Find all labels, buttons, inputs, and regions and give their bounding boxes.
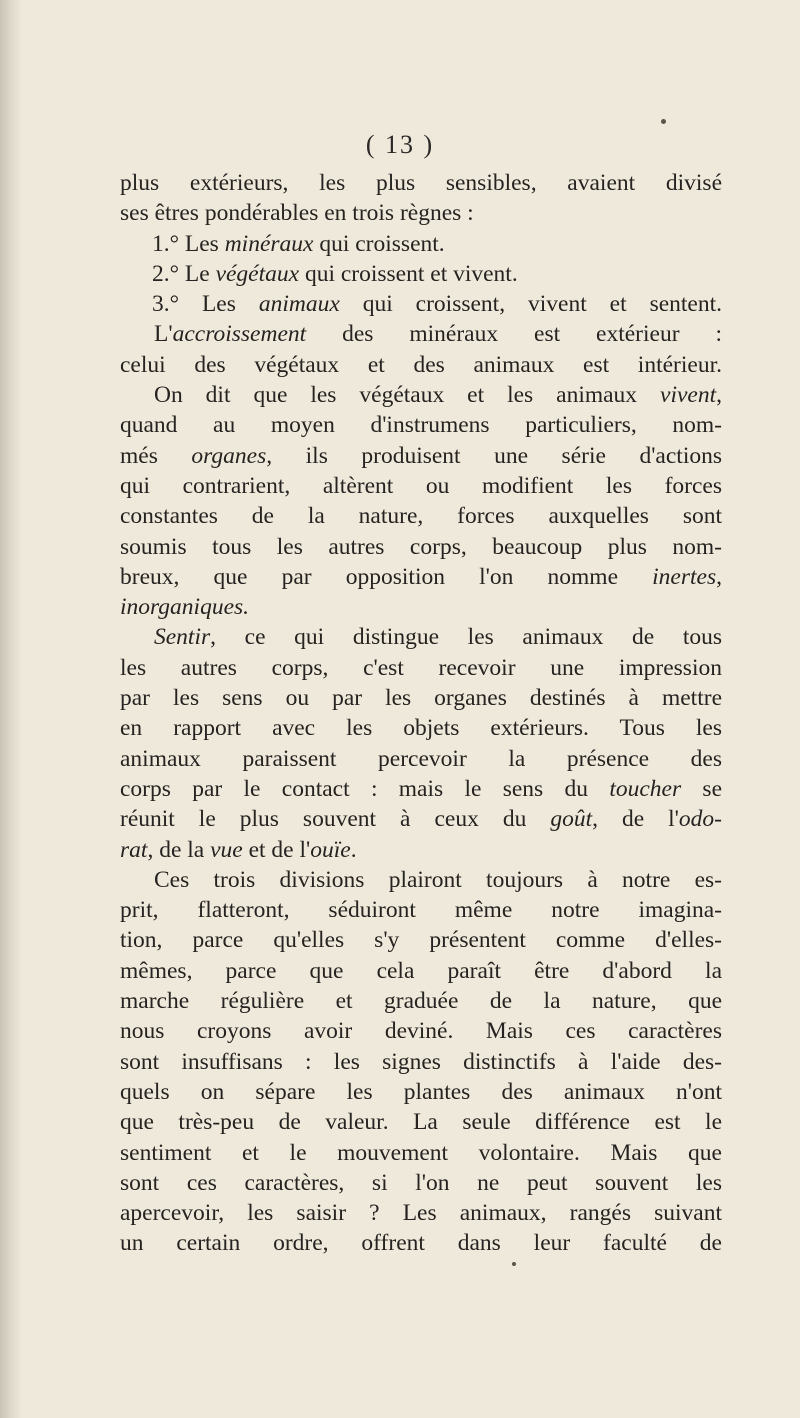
text-line xyxy=(120,744,722,774)
ink-speck xyxy=(512,1262,516,1266)
text-line xyxy=(120,1198,722,1228)
text-run: , ce qui distingue les animaux de tous xyxy=(210,624,722,651)
text-run: 1.° Les xyxy=(152,230,225,257)
text-run: més xyxy=(120,442,192,469)
text-line xyxy=(120,804,722,834)
text-line xyxy=(120,1016,722,1046)
text-run: , xyxy=(716,382,722,409)
text-run: sentiment et le mouvement volontaire. Mais que xyxy=(120,1139,722,1166)
text-line xyxy=(120,501,722,531)
text-run: qui croissent et vivent. xyxy=(299,260,518,287)
text-run: 3.° Les xyxy=(152,291,259,318)
text-run: , de l' xyxy=(592,806,679,833)
body-text xyxy=(120,168,722,1259)
text-run: les autres corps, c'est recevoir une impression xyxy=(120,654,722,681)
text-run: des minéraux est extérieur : xyxy=(306,321,722,348)
text-run: . xyxy=(350,836,357,863)
text-line xyxy=(120,925,722,955)
text-line xyxy=(120,562,722,592)
text-run: On dit que les végétaux et les animaux xyxy=(154,382,661,409)
text-run: , xyxy=(716,563,722,590)
text-run: plus extérieurs, les plus sensibles, avaient divisé xyxy=(120,170,722,196)
text-line xyxy=(120,592,722,622)
text-run: tion, parce qu'elles s'y présentent comme d'elles- xyxy=(120,927,722,954)
text-run: et de l' xyxy=(242,836,311,863)
italic-term: animaux xyxy=(258,291,340,318)
text-run: se xyxy=(681,775,723,802)
text-line xyxy=(120,471,722,501)
text-line xyxy=(120,350,722,380)
text-line xyxy=(120,441,722,471)
text-line xyxy=(120,410,722,440)
text-run: qui croissent. xyxy=(313,230,445,257)
text-line xyxy=(120,986,722,1016)
text-line xyxy=(120,198,722,228)
italic-term: rat xyxy=(120,836,148,863)
text-run: ses êtres pondérables en trois règnes : xyxy=(120,200,474,227)
text-run: 2.° Le xyxy=(152,260,216,287)
text-run: sont ces caractères, si l'on ne peut souvent les xyxy=(120,1169,722,1196)
text-line xyxy=(120,895,722,925)
text-run: , de la xyxy=(147,836,211,863)
italic-term: vivent xyxy=(660,382,717,409)
italic-term: accroissement xyxy=(172,321,307,348)
text-run: marche régulière et graduée de la nature, que xyxy=(120,988,722,1015)
text-line xyxy=(120,713,722,743)
italic-term: Sentir xyxy=(154,624,211,651)
text-run: L' xyxy=(154,321,173,348)
text-line xyxy=(120,1228,722,1258)
text-run: soumis tous les autres corps, beaucoup plus nom- xyxy=(120,533,722,560)
ink-speck xyxy=(661,119,666,124)
italic-term: goût xyxy=(550,806,593,833)
text-run: qui croissent, vivent et sentent. xyxy=(339,291,723,318)
text-line xyxy=(120,168,722,198)
italic-term: vue xyxy=(210,836,243,863)
text-run: apercevoir, les saisir ? Les animaux, rangés suivant xyxy=(120,1200,722,1227)
text-run: celui des végétaux et des animaux est intérieur. xyxy=(120,351,722,378)
text-line xyxy=(120,289,722,319)
text-line xyxy=(120,1168,722,1198)
text-line xyxy=(120,532,722,562)
text-run: qui contrarient, altèrent ou modifient les forces xyxy=(120,472,722,499)
text-line xyxy=(120,653,722,683)
text-run: mêmes, parce que cela paraît être d'abord la xyxy=(120,957,722,984)
text-line xyxy=(120,380,722,410)
text-run: un certain ordre, offrent dans leur faculté de xyxy=(120,1230,722,1257)
text-line xyxy=(120,835,722,865)
text-run: en rapport avec les objets extérieurs. Tous les xyxy=(120,715,722,742)
italic-term: organes xyxy=(191,442,267,469)
text-line xyxy=(120,865,722,895)
text-run: prit, flatteront, séduiront même notre imagina- xyxy=(120,897,722,924)
text-line xyxy=(120,774,722,804)
italic-term: minéraux xyxy=(224,230,314,257)
italic-term: végétaux xyxy=(215,260,300,287)
text-run: sont insuffisans : les signes distinctifs à l'aide des- xyxy=(120,1048,722,1075)
text-run: animaux paraissent percevoir la présence des xyxy=(120,745,722,772)
text-run: quels on sépare les plantes des animaux n'ont xyxy=(120,1078,722,1105)
text-run: nous croyons avoir deviné. Mais ces caractères xyxy=(120,1018,722,1045)
text-line xyxy=(120,1138,722,1168)
text-run: corps par le contact : mais le sens du xyxy=(120,775,610,802)
text-line xyxy=(120,622,722,652)
text-line xyxy=(120,1107,722,1137)
page-number: ( 13 ) xyxy=(365,130,435,159)
text-line xyxy=(120,229,722,259)
text-run: que très-peu de valeur. La seule différence est le xyxy=(120,1109,722,1136)
text-line xyxy=(120,956,722,986)
italic-term: inertes xyxy=(652,563,717,590)
italic-term: odo- xyxy=(678,806,722,833)
text-line xyxy=(120,259,722,289)
text-line xyxy=(120,683,722,713)
text-run: breux, que par opposition l'on nomme xyxy=(120,563,653,590)
italic-term: ouïe xyxy=(310,836,351,863)
text-line xyxy=(120,319,722,349)
text-run: par les sens ou par les organes destinés à mettre xyxy=(120,685,722,712)
text-run: réunit le plus souvent à ceux du xyxy=(120,806,551,833)
text-run: quand au moyen d'instrumens particuliers, nom- xyxy=(120,412,722,439)
italic-term: inorganiques. xyxy=(120,594,250,621)
text-run: constantes de la nature, forces auxquelles sont xyxy=(120,503,722,530)
text-line xyxy=(120,1077,722,1107)
text-line xyxy=(120,1047,722,1077)
text-run: Ces trois divisions plairont toujours à notre es- xyxy=(154,866,722,893)
italic-term: toucher xyxy=(609,775,682,802)
text-run: , ils produisent une série d'actions xyxy=(266,442,722,469)
